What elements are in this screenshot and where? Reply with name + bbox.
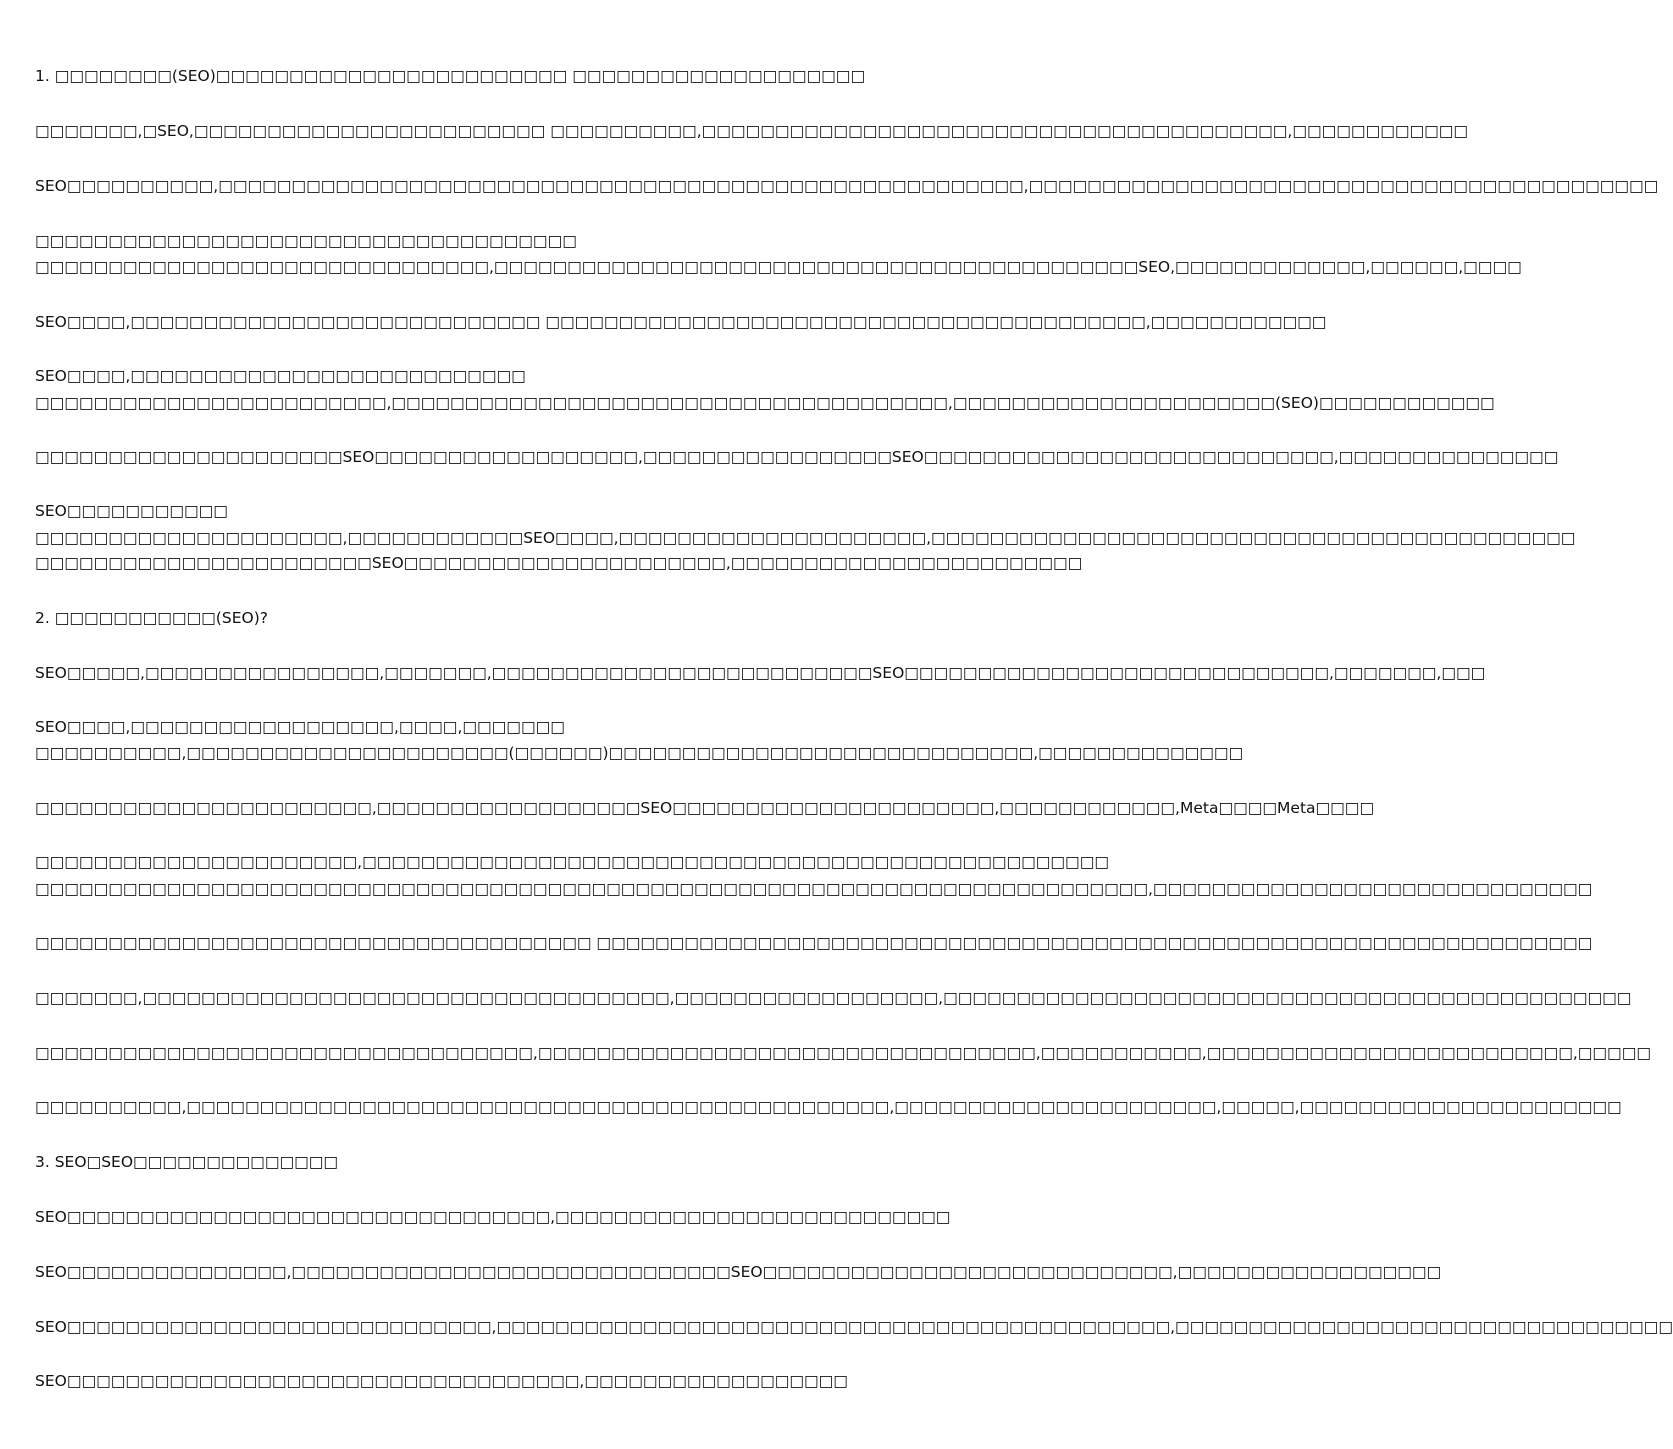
- heading-section-2: 2. □□□□□□□□□□□(SEO)?: [35, 609, 268, 627]
- paragraph-line: □□□□□□□□□□□□□□□□□□□□□□□□□□□□□□□□□□□□□□□□□□□□□□□□□□□□□□□□□□□□□□□□□□□□□□□□□□□□,□□□□□□□□□□□□□□□□□□□□□□□□□□□□□□: [35, 880, 1593, 898]
- paragraph-line: SEO□□□□□□□□□□□: [35, 502, 228, 520]
- paragraph-line: □□□□□□□,□□□□□□□□□□□□□□□□□□□□□□□□□□□□□□□□□□□□,□□□□□□□□□□□□□□□□□□,□□□□□□□□□□□□□□□□□□□□□□□□□□□□□□□□□□□□□□□□□□□□□□□: [35, 989, 1632, 1007]
- paragraph-line: □□□□□□□□□□□□□□□□□□□□□□□□,□□□□□□□□□□□□□□□□□□□□□□□□□□□□□□□□□□□□□□,□□□□□□□□□□□□□□□□□□□□□□(SEO)□□□□□□□□□□□□: [35, 394, 1495, 412]
- paragraph-line: □□□□□□□□□□,□□□□□□□□□□□□□□□□□□□□□□□□□□□□□□□□□□□□□□□□□□□□□□□□,□□□□□□□□□□□□□□□□□□□□□□,□□□□□,□□□□□□□□□□□□□□□□□□□□□□: [35, 1098, 1622, 1116]
- paragraph-line: SEO□□□□□□□□□□□□□□□,□□□□□□□□□□□□□□□□□□□□□□□□□□□□□□SEO□□□□□□□□□□□□□□□□□□□□□□□□□□□□,□□□□□□□□□□□□□□□□□□: [35, 1263, 1442, 1281]
- paragraph-line: □□□□□□□□□□□□□□□□□□□□□□,□□□□□□□□□□□□□□□□□□□□□□□□□□□□□□□□□□□□□□□□□□□□□□□□□□□: [35, 853, 1109, 871]
- paragraph-line: □□□□□□□,□SEO,□□□□□□□□□□□□□□□□□□□□□□□□ □□□□□□□□□□,□□□□□□□□□□□□□□□□□□□□□□□□□□□□□□□□□□□□□□□□,□□□□□□□□□□□□: [35, 122, 1469, 140]
- paragraph-line: SEO□□□□,□□□□□□□□□□□□□□□□□□□□□□□□□□□□ □□□□□□□□□□□□□□□□□□□□□□□□□□□□□□□□□□□□□□□□□,□□□□□□□□□□□□: [35, 313, 1327, 331]
- paragraph-line: SEO□□□□,□□□□□□□□□□□□□□□□□□□□□□□□□□□: [35, 367, 526, 385]
- paragraph-line: SEO□□□□□,□□□□□□□□□□□□□□□□,□□□□□□□,□□□□□□□□□□□□□□□□□□□□□□□□□□SEO□□□□□□□□□□□□□□□□□□□□□□□□□□□□□,□□□□□□□,□□□: [35, 664, 1486, 682]
- paragraph-line: □□□□□□□□□□□□□□□□□□□□□SEO□□□□□□□□□□□□□□□□□□,□□□□□□□□□□□□□□□□□SEO□□□□□□□□□□□□□□□□□□□□□□□□□□□□,□□□□□□□□□□□□□□□: [35, 448, 1559, 466]
- paragraph-line: □□□□□□□□□□□□□□□□□□□□□□□□□□□□□□□□□□,□□□□□□□□□□□□□□□□□□□□□□□□□□□□□□□□□□,□□□□□□□□□□□,□□□□□□□□□□□□□□□□□□□□□□□□□,□□□□□: [35, 1044, 1651, 1062]
- heading-section-3: 3. SEO□SEO□□□□□□□□□□□□□□: [35, 1153, 339, 1171]
- paragraph-line: □□□□□□□□□□□□□□□□□□□□□□□SEO□□□□□□□□□□□□□□□□□□□□□□,□□□□□□□□□□□□□□□□□□□□□□□□: [35, 554, 1083, 572]
- heading-section-1: 1. □□□□□□□□(SEO)□□□□□□□□□□□□□□□□□□□□□□□□ □□□□□□□□□□□□□□□□□□□□: [35, 67, 866, 85]
- paragraph-line: SEO□□□□□□□□□□□□□□□□□□□□□□□□□□□□□,□□□□□□□□□□□□□□□□□□□□□□□□□□□□□□□□□□□□□□□□□□□□□□,□□□□□□□□□□□□□□□□□□□□□□□□□□□□□□□□□□: [35, 1318, 1673, 1336]
- paragraph-line: □□□□□□□□□□□□□□□□□□□□□□□□□□□□□□□,□□□□□□□□□□□□□□□□□□□□□□□□□□□□□□□□□□□□□□□□□□□□SEO,□□□□□□□□□□□□□,□□□□□□,□□□□: [35, 258, 1522, 276]
- paragraph-line: □□□□□□□□□□□□□□□□□□□□□,□□□□□□□□□□□□SEO□□□□,□□□□□□□□□□□□□□□□□□□□□,□□□□□□□□□□□□□□□□□□□□□□□□□□□□□□□□□□□□□□□□□□□□: [35, 529, 1576, 547]
- paragraph-line: SEO□□□□,□□□□□□□□□□□□□□□□□□,□□□□,□□□□□□□: [35, 718, 565, 736]
- paragraph-line: □□□□□□□□□□□□□□□□□□□□□□□□□□□□□□□□□□□□□□ □□□□□□□□□□□□□□□□□□□□□□□□□□□□□□□□□□□□□□□□□□□□□□□□□□□□□□□□□□□□□□□□□□□□: [35, 934, 1593, 952]
- paragraph-line: SEO□□□□□□□□□□□□□□□□□□□□□□□□□□□□□□□□□□□,□□□□□□□□□□□□□□□□□□: [35, 1372, 848, 1390]
- paragraph-line: □□□□□□□□□□□□□□□□□□□□□□□,□□□□□□□□□□□□□□□□□□SEO□□□□□□□□□□□□□□□□□□□□□□,□□□□□□□□□□□□,Meta□□□□Meta□□□□: [35, 799, 1375, 817]
- paragraph-line: SEO□□□□□□□□□□,□□□□□□□□□□□□□□□□□□□□□□□□□□□□□□□□□□□□□□□□□□□□□□□□□□□□□□□,□□□□□□□□□□□□□□□□□□□□□□□□□□□□□□□□□□□□□□□□□□□: [35, 177, 1659, 195]
- paragraph-line: SEO□□□□□□□□□□□□□□□□□□□□□□□□□□□□□□□□□,□□□□□□□□□□□□□□□□□□□□□□□□□□□: [35, 1208, 951, 1226]
- paragraph-line: □□□□□□□□□□,□□□□□□□□□□□□□□□□□□□□□□(□□□□□□)□□□□□□□□□□□□□□□□□□□□□□□□□□□□□,□□□□□□□□□□□□□□: [35, 744, 1244, 762]
- paragraph-line: □□□□□□□□□□□□□□□□□□□□□□□□□□□□□□□□□□□□□: [35, 232, 577, 250]
